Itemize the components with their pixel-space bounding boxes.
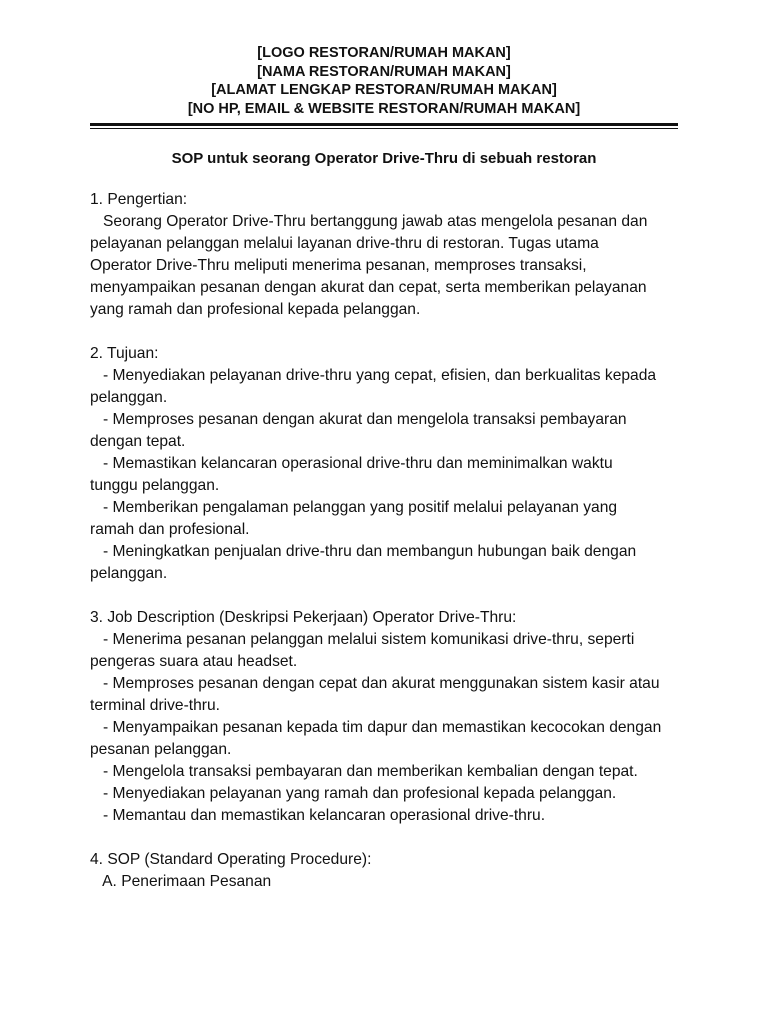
letterhead-divider-thick [90,123,678,126]
list-item-line: dengan tepat. [90,433,186,450]
list-item-line: - Meningkatkan penjualan drive-thru dan membangun hubungan baik dengan [90,543,637,560]
section-3-heading: 3. Job Description (Deskripsi Pekerjaan) Operator Drive-Thru: [90,609,517,626]
paragraph-line: yang ramah dan profesional kepada pelanggan. [90,301,421,318]
list-item-line: - Memberikan pengalaman pelanggan yang positif melalui pelayanan yang [90,499,618,516]
section-2-heading: 2. Tujuan: [90,345,159,362]
list-item-line: - Memastikan kelancaran operasional drive-thru dan meminimalkan waktu [90,455,613,472]
list-item-line: - Mengelola transaksi pembayaran dan memberikan kembalian dengan tepat. [90,763,638,780]
document-title: SOP untuk seorang Operator Drive-Thru di sebuah restoran [171,150,597,167]
list-item-line: tunggu pelanggan. [90,477,220,494]
list-item-line: - Memproses pesanan dengan cepat dan akurat menggunakan sistem kasir atau [90,675,660,692]
list-item-line: pelanggan. [90,389,168,406]
subsection-heading: A. Penerimaan Pesanan [90,873,272,890]
paragraph-line: Operator Drive-Thru meliputi menerima pesanan, memproses transaksi, [90,257,587,274]
list-item-line: pesanan pelanggan. [90,741,232,758]
list-item-line: - Memproses pesanan dengan akurat dan mengelola transaksi pembayaran [90,411,627,428]
list-item-line: terminal drive-thru. [90,697,220,714]
list-item-line: pengeras suara atau headset. [90,653,298,670]
letterhead-address-line: [ALAMAT LENGKAP RESTORAN/RUMAH MAKAN] [211,82,557,98]
section-1-heading: 1. Pengertian: [90,191,188,208]
letterhead-contact-line: [NO HP, EMAIL & WEBSITE RESTORAN/RUMAH MAKAN] [187,100,581,117]
paragraph-line: Seorang Operator Drive-Thru bertanggung jawab atas mengelola pesanan dan [90,213,648,230]
document-body [90,167,690,893]
list-item-line: pelanggan. [90,565,168,582]
list-item-line: - Menyediakan pelayanan yang ramah dan profesional kepada pelanggan. [90,785,617,802]
list-item-line: - Menerima pesanan pelanggan melalui sistem komunikasi drive-thru, seperti [90,631,635,648]
paragraph-line: pelayanan pelanggan melalui layanan drive-thru di restoran. Tugas utama [90,235,599,252]
list-item-line: - Menyampaikan pesanan kepada tim dapur dan memastikan kecocokan dengan [90,719,662,736]
list-item-line: ramah dan profesional. [90,521,250,538]
paragraph-line: menyampaikan pesanan dengan akurat dan cepat, serta memberikan pelayanan [90,279,647,296]
letterhead [90,44,678,118]
letterhead-logo-line: [LOGO RESTORAN/RUMAH MAKAN] [257,45,511,61]
section-4-heading: 4. SOP (Standard Operating Procedure): [90,851,372,868]
list-item-line: - Memantau dan memastikan kelancaran operasional drive-thru. [90,807,546,824]
list-item-line: - Menyediakan pelayanan drive-thru yang cepat, efisien, dan berkualitas kepada [90,367,657,384]
letterhead-name-line: [NAMA RESTORAN/RUMAH MAKAN] [257,63,511,80]
letterhead-divider-thin [90,128,678,129]
